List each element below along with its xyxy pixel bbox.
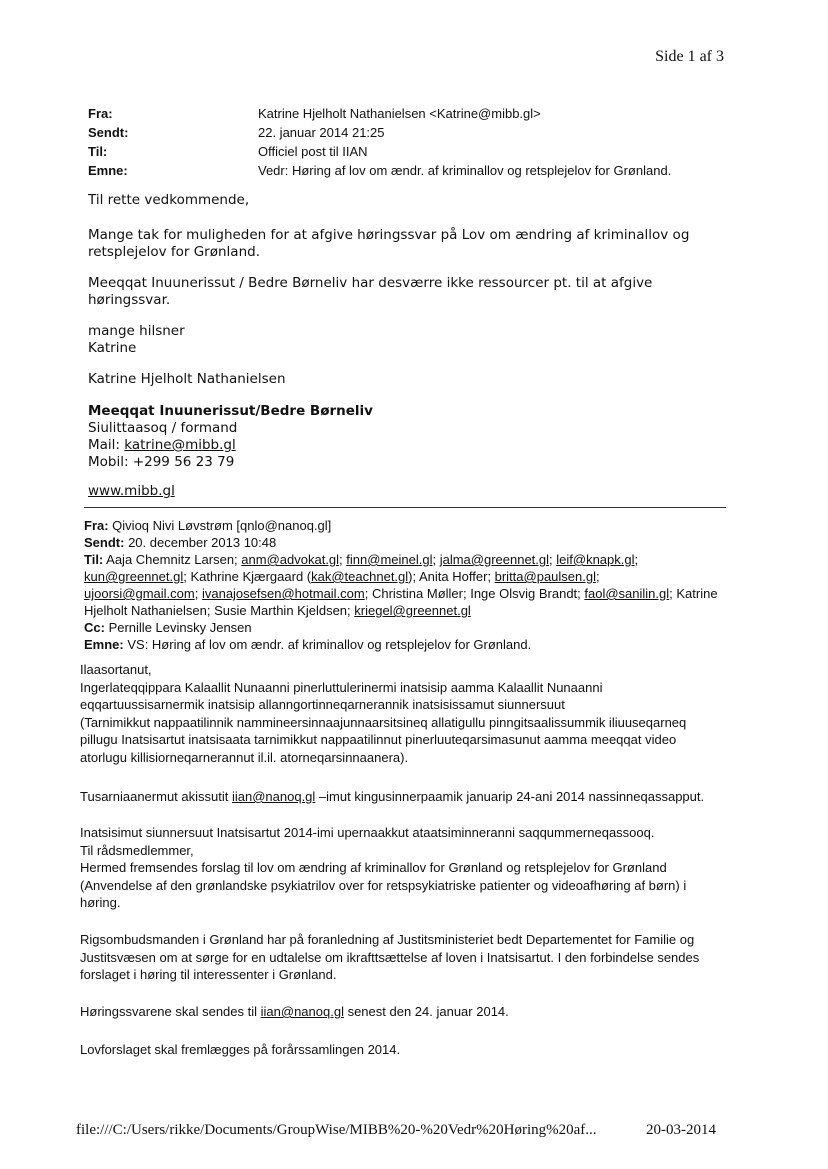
to-label: Til:: [88, 144, 108, 159]
body-p4-line2: Hermed fremsendes forslag til lov om ændring af kriminallov for Grønland og retsplejelov for Grønland: [80, 860, 667, 875]
fwd-to-link-faol[interactable]: faol@sanilin.gl: [584, 586, 670, 601]
footer-date: 20-03-2014: [646, 1122, 716, 1138]
sent-label: Sendt:: [88, 125, 129, 140]
body-p2-text-b: –imut kingusinnerpaamik januarip 24-ani 2014 nassinneqassapput.: [315, 789, 705, 804]
fwd-to-sep: ;: [339, 552, 347, 567]
header-sent-row: [88, 123, 671, 142]
body-p1-line5: atorlugu killisiorneqarnerannut il.il. atorneqarsinnaanera).: [80, 749, 409, 765]
reply-greeting: Til rette vedkommende,: [88, 192, 250, 208]
footer-file-path: file:///C:/Users/rikke/Documents/GroupWise/MIBB%20-%20Vedr%20Høring%20af...: [76, 1122, 597, 1138]
fwd-cc-value: Pernille Levinsky Jensen: [104, 620, 252, 635]
subject-value: Vedr: Høring af lov om ændr. af kriminallov og retsplejelov for Grønland.: [258, 163, 672, 178]
fwd-to-link-kak[interactable]: kak@teachnet.gl: [311, 569, 409, 584]
fwd-to-text-5: ; Katrine: [669, 586, 718, 601]
body-p1-line1: Ingerlateqqippara Kalaallit Nunaanni pinerluttulerinermi inatsisip aamma Kalaallit Nunaanni: [80, 679, 603, 695]
divider-line: [84, 507, 726, 508]
signature-mail-line: [88, 437, 373, 454]
fwd-to-text-4: ; Christina Møller; Inge Olsvig Brandt;: [364, 586, 585, 601]
reply-paragraph-1: [88, 227, 689, 261]
fwd-subject-value: VS: Høring af lov om ændr. af kriminallov og retsplejelov for Grønland.: [123, 637, 532, 652]
fwd-to-link-leif[interactable]: leif@knapk.gl: [556, 552, 635, 567]
body-paragraph-6: [80, 1003, 740, 1021]
website-link[interactable]: www.mibb.gl: [88, 483, 175, 499]
website-line: [88, 483, 175, 500]
signature-mail-label: Mail:: [88, 437, 125, 453]
page-number: Side 1 af 3: [655, 48, 724, 65]
reply-p1-line1: Mange tak for muligheden for at afgive høringssvar på Lov om ændring af kriminallov og: [88, 227, 690, 243]
body-p1-line2: eqqartuussisarnermik inatsisip allanngortinneqarnerannik inatsisissamut siunnersuut: [80, 697, 565, 712]
body-paragraph-7: Lovforslaget skal fremlægges på forårssamlingen 2014.: [80, 1042, 401, 1057]
fwd-to-link-finn[interactable]: finn@meinel.gl: [346, 552, 433, 567]
fwd-to-sep: ;: [596, 569, 600, 584]
fwd-to-link-ivana[interactable]: ivanajosefsen@hotmail.com: [201, 586, 365, 601]
fwd-to-link-ujoorsi[interactable]: ujoorsi@gmail.com: [84, 586, 195, 601]
reply-paragraph-2: [88, 275, 652, 309]
signature-mail-link[interactable]: katrine@mibb.gl: [124, 437, 236, 453]
reply-p2-line2: høringssvar.: [88, 292, 171, 308]
body-p1-line3: (Tarnimikkut nappaatilinnik nammineersinnaajunnaarsitsineq allatigullu pinngitsaalissummik iliuuseqarneq: [80, 714, 687, 730]
fwd-sent-label: Sendt:: [84, 535, 125, 550]
from-value: Katrine Hjelholt Nathanielsen <Katrine@mibb.gl>: [258, 106, 541, 121]
fwd-cc-row: [84, 619, 744, 636]
signature-org: Meeqqat Inuunerissut/Bedre Børneliv: [88, 403, 373, 419]
fwd-to-sep: ;: [194, 586, 202, 601]
body-greeting-block: [80, 661, 740, 766]
subject-label: Emne:: [88, 163, 128, 178]
email-header: [88, 104, 671, 180]
fwd-to-link-kriegel[interactable]: kriegel@greennet.gl: [354, 603, 471, 618]
body-p5-line2: Justitsvæsen om at sørge for en udtalelse om ikrafttsættelse af loven i Inatsisartut. I den forbindelse sendes: [80, 949, 700, 965]
to-value: Officiel post til IIAN: [258, 144, 368, 159]
fwd-from-label: Fra:: [84, 518, 109, 533]
from-label: Fra:: [88, 106, 113, 121]
fwd-to-text-2: ; Kathrine Kjærgaard (: [183, 569, 312, 584]
body-p5-line1: Rigsombudsmanden i Grønland har på foranledning af Justitsministeriet bedt Departementet for Familie og: [80, 932, 695, 947]
body-p4-line1: Til rådsmedlemmer,: [80, 842, 194, 858]
fwd-from-row: [84, 517, 744, 534]
body-p6-text-b: senest den 24. januar 2014.: [343, 1004, 509, 1019]
fwd-to-sep: ;: [634, 552, 639, 567]
signature-mobile: Mobil: +299 56 23 79: [88, 454, 235, 470]
closing-line1: mange hilsner: [88, 323, 185, 339]
fwd-to-sep: ;: [432, 552, 440, 567]
fwd-to-link-anm[interactable]: anm@advokat.gl: [241, 552, 340, 567]
fwd-to-sep: ;: [549, 552, 557, 567]
reply-p2-line1: Meeqqat Inuunerissut / Bedre Børneliv har desværre ikke ressourcer pt. til at afgive: [88, 275, 653, 291]
fwd-to-link-britta[interactable]: britta@paulsen.gl: [494, 569, 596, 584]
body-p3: Inatsisimut siunnersuut Inatsisartut 2014-imi upernaakkut ataatsiminneranni saqqummerneqassooq.: [80, 825, 655, 840]
body-p6-email-link[interactable]: iian@nanoq.gl: [260, 1004, 344, 1019]
fwd-to-text-3: ); Anita Hoffer;: [408, 569, 495, 584]
fwd-to-link-jalma[interactable]: jalma@greennet.gl: [439, 552, 550, 567]
header-subject-row: [88, 161, 671, 180]
body-p1-line4: pillugu Inatsisartut inatsisaata tarnimikkut nappaatilinnut pinerluuteqarsimasunut aamma meeqqat video: [80, 732, 677, 747]
fwd-to-label: Til:: [84, 552, 104, 567]
header-to-row: [88, 142, 671, 161]
fwd-cc-label: Cc:: [84, 620, 105, 635]
fwd-subject-label: Emne:: [84, 637, 124, 652]
body-p5-line3: forslaget i høring til interessenter i Grønland.: [80, 967, 337, 982]
body-paragraph-3-4: [80, 824, 740, 912]
reply-closing: [88, 323, 185, 357]
sent-value: 22. januar 2014 21:25: [258, 125, 385, 140]
fwd-to-text-1: Aaja Chemnitz Larsen;: [103, 552, 242, 567]
header-from-row: [88, 104, 671, 123]
body-p6-text-a: Høringssvarene skal sendes til: [80, 1004, 261, 1019]
body-greeting: Ilaasortanut,: [80, 662, 152, 677]
body-p4-line3: (Anvendelse af den grønlandske psykiatrilov over for retspsykiatriske patienter og videoafhøring af børn) i: [80, 877, 687, 893]
fwd-sent-row: [84, 534, 744, 551]
body-paragraph-5: [80, 931, 740, 984]
signature-name: Katrine Hjelholt Nathanielsen: [88, 371, 286, 387]
fwd-sent-value: 20. december 2013 10:48: [124, 535, 277, 550]
signature-block: [88, 403, 373, 471]
closing-line2: Katrine: [88, 340, 137, 356]
body-p4-line4: høring.: [80, 895, 121, 910]
fwd-to-text-6: Hjelholt Nathanielsen; Susie Marthin Kjeldsen;: [84, 603, 355, 618]
body-p2-text-a: Tusarniaanermut akissutit: [80, 789, 232, 804]
forwarded-header: [84, 517, 744, 653]
body-paragraph-2: [80, 788, 740, 806]
fwd-from-value: Qivioq Nivi Løvstrøm [qnlo@nanoq.gl]: [108, 518, 332, 533]
fwd-to-link-kun[interactable]: kun@greennet.gl: [84, 569, 184, 584]
fwd-to-row: [84, 551, 744, 619]
reply-p1-line2: retsplejelov for Grønland.: [88, 244, 260, 260]
fwd-subject-row: [84, 636, 744, 653]
signature-role: Siulittaasoq / formand: [88, 420, 238, 436]
body-p2-email-link[interactable]: iian@nanoq.gl: [231, 789, 316, 804]
